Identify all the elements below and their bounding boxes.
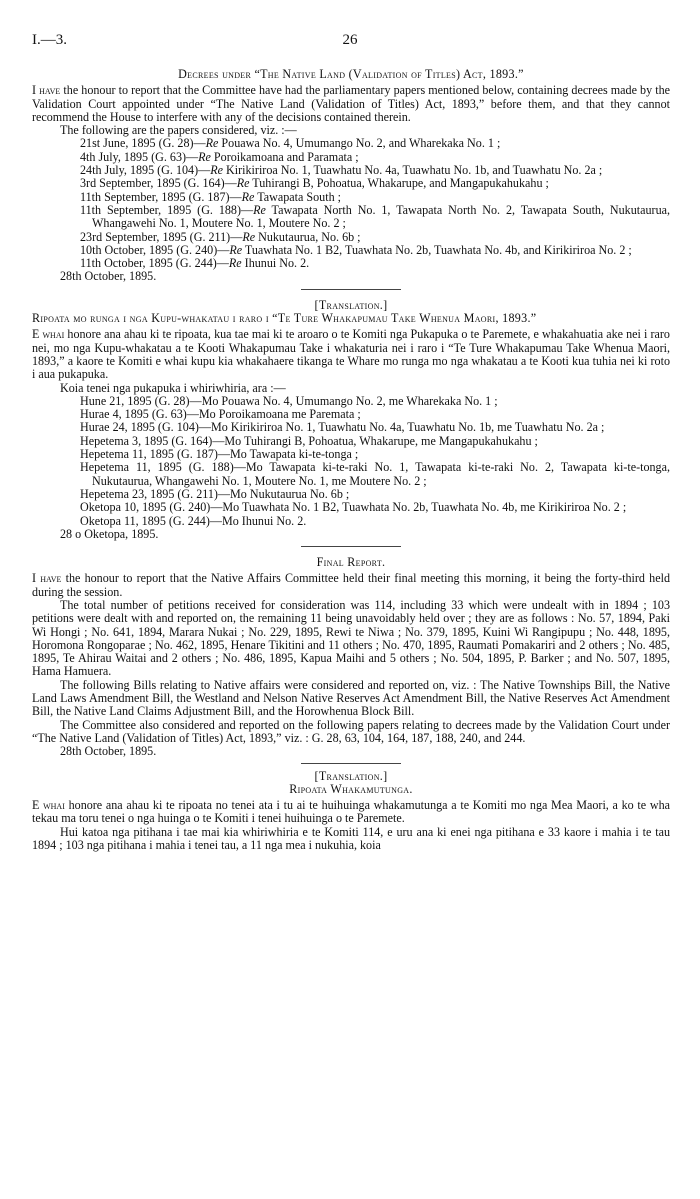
document-reference: I.—3.: [32, 32, 67, 48]
list-item: 11th September, 1895 (G. 188)—Re Tawapata North No. 1, Tawapata North No. 2, Tawapata South, Nukutaurua, Whangawehi No. 1, Moutere No. 1, Moutere No. 2 ;: [80, 202, 671, 231]
decrees-date: 28th October, 1895.: [60, 269, 157, 284]
list-item: Hepetema 11, 1895 (G. 187)—Mo Tawapata ki-te-tonga ;: [80, 447, 359, 462]
list-item: Hurae 4, 1895 (G. 63)—Mo Poroikamoana me Paremata ;: [80, 407, 361, 422]
decrees-paper-list: [32, 137, 670, 270]
final-report-paragraph: The following Bills relating to Native affairs were considered and reported on, viz. : The Native Townships Bill, the Native Land Laws Amendment Bill, the Westland and Nelson Native Reserves Act Amendment Bill, the Native Reserves Act Amendment Bill, the Native Land Claims Adjustment Bill, and the Horowhenua Block Bill.: [32, 677, 670, 719]
page-number: 26: [342, 32, 358, 48]
list-item: 24th July, 1895 (G. 104)—Re Kirikiriroa No. 1, Tuawhatu No. 4a, Tuawhatu No. 1b, and Tuawhatu No. 2a ;: [80, 163, 603, 178]
translation-label: [Translation.]: [314, 768, 388, 783]
list-item: Hepetema 3, 1895 (G. 164)—Mo Tuhirangi B, Pohoatua, Whakarupe, me Mangapukahukahu ;: [80, 433, 538, 448]
list-item: Hepetema 11, 1895 (G. 188)—Mo Tawapata ki-te-raki No. 1, Tawapata ki-te-raki No. 2, Tawapata ki-te-tonga, Nukutaurua, Whangawehi No. 1, Moutere No. 1, me Moutere No. 2 ;: [80, 460, 670, 488]
list-item: Oketopa 11, 1895 (G. 244)—Mo Ihunui No. 2.: [80, 513, 307, 528]
decrees-heading: Decrees under “The Native Land (Validation of Titles) Act, 1893.”: [178, 67, 524, 81]
list-item: 10th October, 1895 (G. 240)—Re Tuawhata No. 1 B2, Tuawhata No. 2b, Tuawhata No. 4b, and Kirikiriroa No. 2 ;: [80, 242, 632, 257]
list-item: 21st June, 1895 (G. 28)—Re Pouawa No. 4, Umumango No. 2, and Wharekaka No. 1 ;: [80, 136, 501, 151]
list-item: 11th October, 1895 (G. 244)—Re Ihunui No. 2.: [80, 256, 310, 271]
final-report-lead: I have: [32, 571, 62, 586]
list-item: Hepetema 23, 1895 (G. 211)—Mo Nukutaurua No. 6b ;: [80, 486, 350, 501]
translation-final-paragraph: E whai honore ana ahau ki te ripoata no tenei ata i tu ai te huihuinga whakamutunga a te Komiti mo nga Mea Maori, a ko te wha tekau ma toru tenei o nga huinga o te Komiti i tenei huihuinga o te Paremete.: [32, 798, 670, 826]
translation-final-lead: E whai: [32, 798, 65, 813]
final-report-date: 28th October, 1895.: [60, 744, 157, 759]
list-item: Oketopa 10, 1895 (G. 240)—Mo Tuawhata No. 1 B2, Tuawhata No. 2b, Tuawhata No. 4b, me Kirikiriroa No. 2 ;: [80, 500, 627, 515]
running-header: [32, 34, 668, 50]
translation-heading: Ripoata mo runga i nga Kupu-whakatau i raro i “Te Ture Whakapumau Take Whenua Maori, 1893.”: [32, 311, 537, 326]
final-report-paragraph: I have the honour to report that the Native Affairs Committee held their final meeting this morning, it being the forty-third held during the session.: [32, 571, 670, 599]
translation-final-heading: Ripoata Whakamutunga.: [289, 781, 413, 796]
list-item: 23rd September, 1895 (G. 211)—Re Nukutaurua, No. 6b ;: [80, 229, 361, 244]
list-item: 3rd September, 1895 (G. 164)—Re Tuhirangi B, Pohoatua, Whakarupe, and Mangapukahukahu ;: [80, 176, 549, 191]
list-item: Hune 21, 1895 (G. 28)—Mo Pouawa No. 4, Umumango No. 2, me Wharekaka No. 1 ;: [80, 393, 498, 408]
translation-paper-list: [32, 395, 670, 528]
list-item: 11th September, 1895 (G. 187)—Re Tawapata South ;: [80, 189, 341, 204]
decrees-intro-text: the honour to report that the Committee have had the parliamentary papers mentioned below, containing decrees made by the Validation Court appointed under “The Native Land (Validation of Titles) Act, 1893,” before them, and that they cannot recommend the House to interfere with any of the decisions contained therein.: [32, 83, 670, 124]
page-content: [32, 68, 670, 852]
final-report-heading: Final Report.: [316, 555, 386, 570]
decrees-lead: I have: [32, 83, 61, 98]
translation-date: 28 o Oketopa, 1895.: [60, 526, 159, 541]
final-report-paragraph: The Committee also considered and reported on the following papers relating to decrees made by the Validation Court under “The Native Land (Validation of Titles) Act, 1893,” viz. : G. 28, 63, 104, 164, 187, 188, 240, and 244.: [32, 717, 670, 745]
list-item: Hurae 24, 1895 (G. 104)—Mo Kirikiriroa No. 1, Tuawhatu No. 4a, Tuawhatu No. 1b, me Tuawhatu No. 2a ;: [80, 420, 605, 435]
decrees-intro-paragraph: [32, 84, 670, 124]
final-report-paragraph: The total number of petitions received for consideration was 114, including 33 which were undealt with in 1894 ; 103 petitions were dealt with and reported on, the remaining 11 being unavoidably held over ; they are as follows : No. 57, 1894, Paki Wi Hongi ; No. 641, 1894, Marara Nukai ; No. 229, 1895, Rewi te Niwa ; No. 379, 1895, Kuini Wi Rangipupu ; No. 448, 1895, Horomona Rongoparae ; No. 462, 1895, Henare Tikitini and 11 others ; No. 470, 1895, Raumati Pomakariri and 2 others ; No. 485, 1895, Te Ahirau Waitai and 2 others ; No. 486, 1895, Kapua Maihi and 5 others ; No. 504, 1895, P. Barker ; and No. 507, 1895, Hama Hamuera.: [32, 597, 670, 679]
translation-intro-text: honore ana ahau ki te ripoata, kua tae mai ki te aroaro o te Komiti nga Pukapuka o te Paremete, e whakahuatia ake nei i raro nei, mo nga Kupu-whakatau a te Kooti Whakapumau Take i whakaturia nei i raro i “Te Ture Whakapumau Take Whenua Maori, 1893,” a kaore te Komiti e whai kupu kia whakahaere tikanga te Whare mo runga mo nga whakatau a te Kooti kua tuhia nei ki roto i aua pukapuka.: [32, 327, 670, 382]
section-divider: [301, 546, 401, 547]
section-divider: [301, 289, 401, 290]
section-divider: [301, 763, 401, 764]
list-item: 4th July, 1895 (G. 63)—Re Poroikamoana and Paramata ;: [80, 149, 359, 164]
translation-intro-paragraph: [32, 328, 670, 381]
translation-final-paragraph: Hui katoa nga pitihana i tae mai kia whiriwhiria e te Komiti 114, e uru ana ki enei nga pitihana e 33 kaore i mahia i te tau 1894 ; 103 nga pitihana i mahia i tenei tau, a 11 nga mea i nukuhia, koia: [32, 824, 670, 853]
decrees-list-intro: The following are the papers considered, viz. :—: [60, 123, 297, 138]
translation-label: [Translation.]: [314, 297, 388, 312]
translation-list-intro: Koia tenei nga pukapuka i whiriwhiria, ara :—: [60, 380, 286, 395]
translation-lead: E whai: [32, 327, 65, 342]
